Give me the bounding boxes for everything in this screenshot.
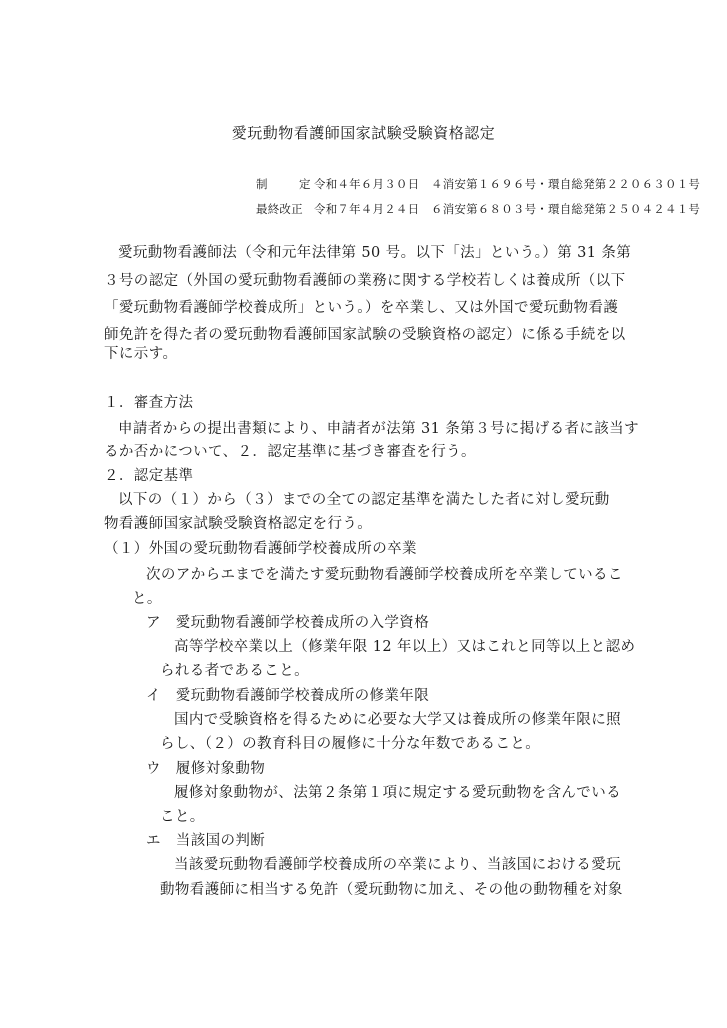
intro-line: 愛玩動物看護師法（令和元年法律第 50 号。以下「法」という。）第 31 条第 bbox=[118, 245, 632, 261]
last-revision-line bbox=[256, 201, 700, 217]
item-a-body-line: 高等学校卒業以上（修業年限 12 年以上）又はこれと同等以上と認め bbox=[174, 639, 636, 655]
intro-line: 下に示す。 bbox=[104, 346, 178, 362]
item-u-body-line: 履修対象動物が、法第２条第１項に規定する愛玩動物を含んでいる bbox=[174, 785, 621, 801]
last-revision-label: 最終改正 bbox=[256, 202, 303, 216]
document-title: 愛玩動物看護師国家試験受験資格認定 bbox=[231, 124, 496, 142]
enactment-text: 令和４年６月３０日 ４消安第１６９６号・環自総発第２２０６３０１号 bbox=[314, 177, 701, 191]
item-u-heading: ウ 履修対象動物 bbox=[146, 761, 266, 777]
item-a-heading: ア 愛玩動物看護師学校養成所の入学資格 bbox=[146, 615, 430, 631]
item-i-body-line: らし、（２）の教育科目の履修に十分な年数であること。 bbox=[160, 736, 541, 752]
item-i-heading: イ 愛玩動物看護師学校養成所の修業年限 bbox=[146, 688, 430, 704]
enactment-label: 制 定 bbox=[256, 177, 321, 191]
enactment-line bbox=[256, 176, 700, 192]
intro-line: 師免許を得た者の愛玩動物看護師国家試験の受験資格の認定）に係る手続を以 bbox=[104, 327, 626, 343]
last-revision-text: 令和７年４月２４日 ６消安第６８０３号・環自総発第２５０４２４１号 bbox=[314, 202, 701, 216]
subsection1-body-line: と。 bbox=[132, 591, 162, 607]
item-i-body-line: 国内で受験資格を得るために必要な大学又は養成所の修業年限に照 bbox=[174, 712, 621, 728]
item-e-body-line: 動物看護師に相当する免許（愛玩動物に加え、その他の動物種を対象 bbox=[160, 882, 623, 898]
subsection1-heading: （１）外国の愛玩動物看護師学校養成所の卒業 bbox=[104, 541, 417, 557]
intro-line: ３号の認定（外国の愛玩動物看護師の業務に関する学校若しくは養成所（以下 bbox=[104, 273, 626, 289]
item-e-body-line: 当該愛玩動物看護師学校養成所の卒業により、当該国における愛玩 bbox=[174, 857, 621, 873]
section1-body-line: るか否かについて、２．認定基準に基づき審査を行う。 bbox=[104, 444, 476, 460]
intro-line: 「愛玩動物看護師学校養成所」という。）を卒業し、又は外国で愛玩動物看護 bbox=[104, 300, 619, 316]
section2-heading: ２．認定基準 bbox=[104, 468, 194, 484]
section2-body-line: 以下の（１）から（３）までの全ての認定基準を満たした者に対し愛玩動 bbox=[118, 492, 610, 508]
item-a-body-line: られる者であること。 bbox=[160, 663, 309, 679]
section1-heading: １．審査方法 bbox=[104, 395, 194, 411]
section2-body-line: 物看護師国家試験受験資格認定を行う。 bbox=[104, 516, 373, 532]
subsection1-body-line: 次のアからエまでを満たす愛玩動物看護師学校養成所を卒業しているこ bbox=[146, 567, 623, 583]
item-u-body-line: こと。 bbox=[160, 809, 205, 825]
section1-body-line: 申請者からの提出書類により、申請者が法第 31 条第３号に掲げる者に該当す bbox=[118, 421, 639, 437]
item-e-heading: エ 当該国の判断 bbox=[146, 833, 266, 849]
